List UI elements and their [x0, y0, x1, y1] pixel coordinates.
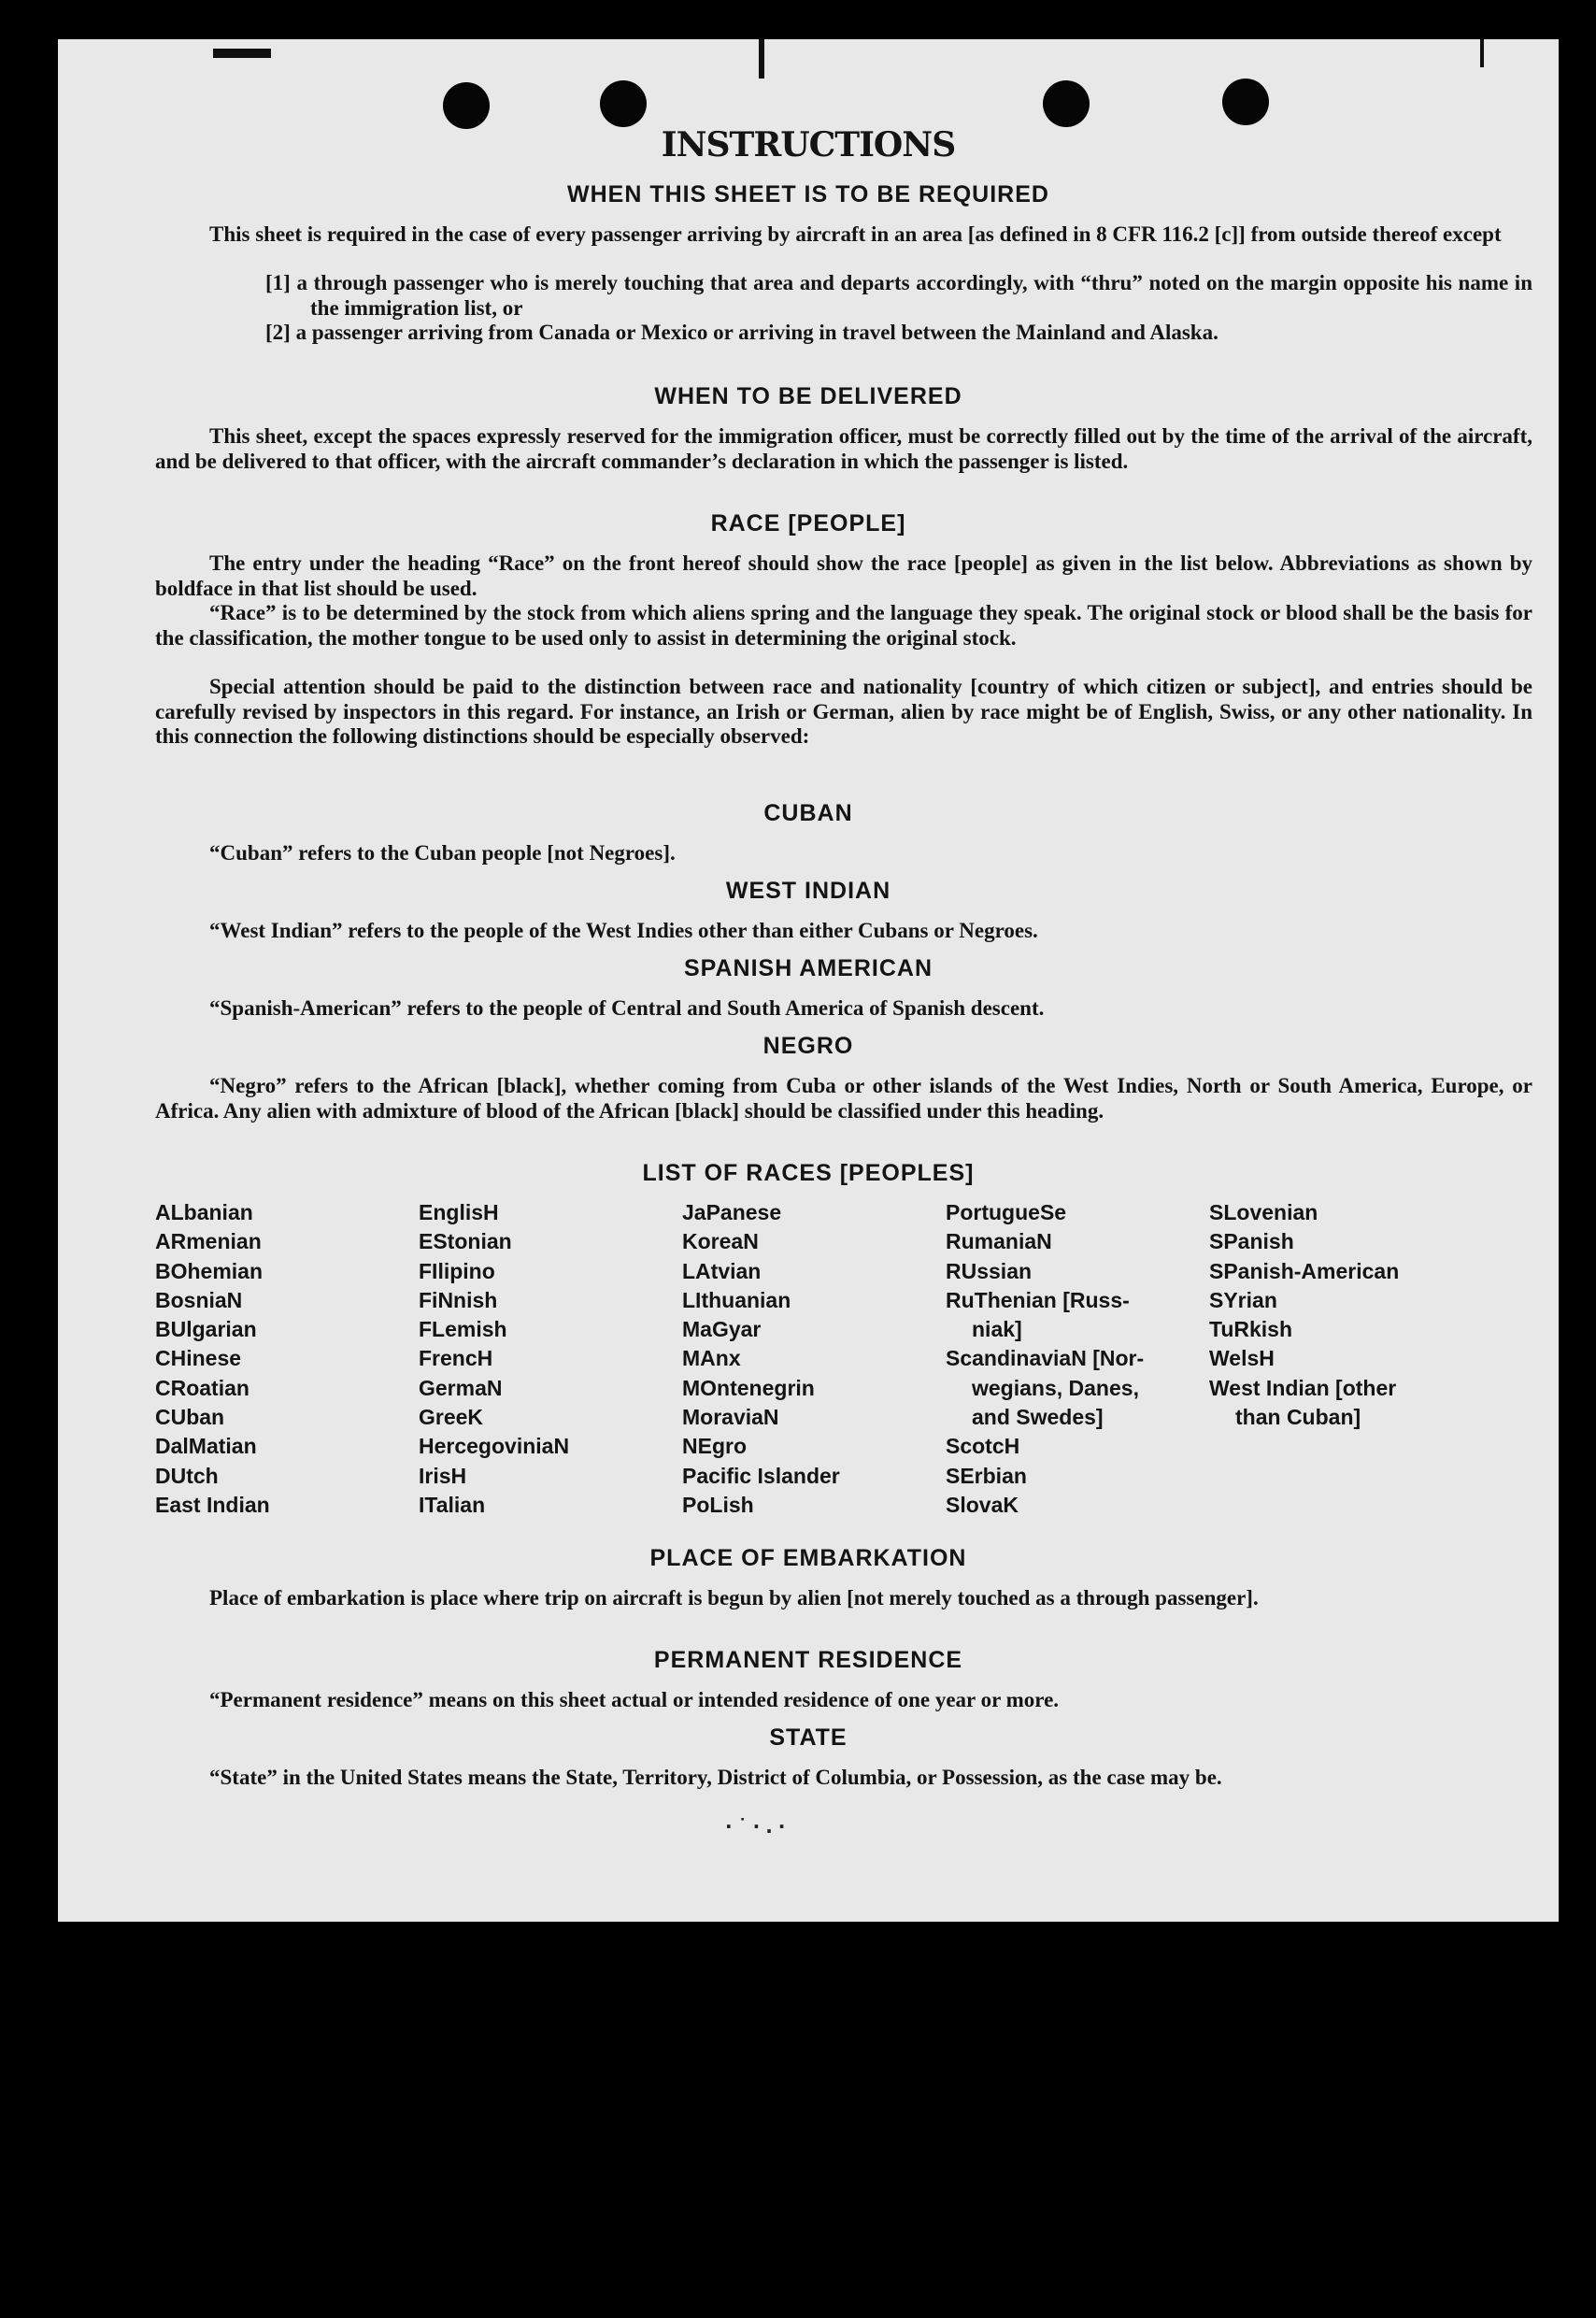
scan-mark	[759, 39, 764, 79]
race-item: SErbian	[946, 1463, 1027, 1488]
page-title: INSTRUCTIONS	[661, 125, 956, 165]
section-heading: CUBAN	[763, 800, 853, 826]
paragraph: “State” in the United States means the State, Territory, District of Columbia, or Possession, as the case may be.	[209, 1766, 1222, 1789]
race-item: LIthuanian	[682, 1287, 791, 1312]
punch-hole	[600, 80, 647, 127]
paragraph: The entry under the heading “Race” on the front hereof should show the race [people] as given in the list below. Abbreviations as shown by boldface in that list should be used.	[155, 551, 1532, 600]
paragraph: Place of embarkation is place where trip on aircraft is begun by alien [not merely touched as a through passenger].	[209, 1586, 1259, 1610]
paragraph: “Cuban” refers to the Cuban people [not Negroes].	[209, 841, 676, 865]
race-item: SYrian	[1209, 1287, 1277, 1312]
race-item: MAnx	[682, 1346, 741, 1371]
race-item: FLemish	[419, 1317, 507, 1342]
race-item: PortugueSe	[946, 1200, 1067, 1224]
stray-marks: ·˙·.·	[725, 1815, 791, 1838]
race-item: BOhemian	[155, 1258, 264, 1283]
race-item: FrencH	[419, 1346, 493, 1371]
section-heading: NEGRO	[762, 1033, 854, 1059]
race-item: ScandinaviaN [Nor-	[946, 1346, 1145, 1371]
race-item: RUssian	[946, 1258, 1033, 1283]
race-item: CRoatian	[155, 1375, 249, 1400]
paragraph: This sheet is required in the case of every passenger arriving by aircraft in an area [as defined in 8 CFR 116.2 [c]] from outside thereof except	[209, 222, 1502, 246]
section-heading: SPANISH AMERICAN	[683, 955, 933, 981]
list-item: [2] a passenger arriving from Canada or Mexico or arriving in travel between the Mainland and Alaska.	[265, 321, 1218, 344]
race-item: ALbanian	[155, 1200, 253, 1224]
race-item-continued: and Swedes]	[972, 1405, 1104, 1430]
race-item: SLovenian	[1209, 1200, 1318, 1224]
paragraph: “Race” is to be determined by the stock from which aliens spring and the language they speak. The original stock or blood shall be the basis for the classification, the mother tongue to be used only to assist in determining the original stock.	[155, 601, 1532, 650]
punch-hole	[1222, 79, 1269, 125]
races-column-2	[419, 1198, 569, 1520]
race-item: ScotcH	[946, 1434, 1020, 1459]
section-heading: WEST INDIAN	[725, 878, 891, 904]
paragraph: “Spanish-American” refers to the people of Central and South America of Spanish descent.	[209, 996, 1045, 1020]
race-item: West Indian [other	[1209, 1375, 1397, 1400]
race-item: IrisH	[419, 1463, 467, 1488]
race-item: SPanish	[1209, 1229, 1294, 1254]
race-item: LAtvian	[682, 1258, 762, 1283]
race-item: ARmenian	[155, 1229, 262, 1254]
section-heading: STATE	[769, 1724, 848, 1751]
race-item: NEgro	[682, 1434, 747, 1459]
race-item-continued: niak]	[972, 1317, 1022, 1342]
paragraph: “Permanent residence” means on this sheet actual or intended residence of one year or more.	[209, 1688, 1060, 1711]
race-item: CHinese	[155, 1346, 242, 1371]
races-column-5	[1209, 1198, 1399, 1432]
race-item: RumaniaN	[946, 1229, 1052, 1254]
section-heading: PLACE OF EMBARKATION	[649, 1545, 967, 1571]
race-item: HercegoviniaN	[419, 1434, 570, 1459]
race-item: MOntenegrin	[682, 1375, 815, 1400]
race-item: EStonian	[419, 1229, 512, 1254]
race-item: MaGyar	[682, 1317, 762, 1342]
punch-hole	[1043, 80, 1090, 127]
races-column-1	[155, 1198, 270, 1520]
race-item: MoraviaN	[682, 1405, 779, 1430]
section-heading: WHEN THIS SHEET IS TO BE REQUIRED	[567, 181, 1049, 207]
paragraph: “Negro” refers to the African [black], whether coming from Cuba or other islands of the West Indies, North or South America, Europe, or Africa. Any alien with admixture of blood of the African [black] should be classified under this heading.	[155, 1074, 1532, 1123]
race-item-continued: than Cuban]	[1235, 1405, 1361, 1430]
paragraph: Special attention should be paid to the distinction between race and nationality [country of which citizen or subject], and entries should be carefully revised by inspectors in this regard. For instance, an Irish or German, alien by race might be of English, Swiss, or any other nationality. In this connection the following distinctions should be especially observed:	[155, 675, 1532, 748]
section-heading: WHEN TO BE DELIVERED	[654, 383, 962, 409]
races-column-3	[682, 1198, 840, 1520]
race-item: DalMatian	[155, 1434, 257, 1459]
race-item: PoLish	[682, 1492, 754, 1517]
scan-mark	[1480, 39, 1484, 67]
paragraph: “West Indian” refers to the people of the West Indies other than either Cubans or Negroes.	[209, 919, 1038, 942]
section-heading: RACE [PEOPLE]	[710, 510, 906, 537]
race-item: GermaN	[419, 1375, 503, 1400]
races-column-4	[946, 1198, 1144, 1520]
document-sheet	[58, 39, 1559, 1922]
race-item: RuThenian [Russ-	[946, 1287, 1130, 1312]
race-item: ITalian	[419, 1492, 486, 1517]
race-item: SlovaK	[946, 1492, 1019, 1517]
scan-mark	[213, 49, 271, 58]
race-item: WelsH	[1209, 1346, 1275, 1371]
race-item: BUlgarian	[155, 1317, 257, 1342]
section-heading: LIST OF RACES [PEOPLES]	[642, 1160, 975, 1186]
section-heading: PERMANENT RESIDENCE	[653, 1647, 963, 1673]
race-item: JaPanese	[682, 1200, 782, 1224]
race-item: FIlipino	[419, 1258, 495, 1283]
race-item-continued: wegians, Danes,	[972, 1375, 1139, 1400]
race-item: DUtch	[155, 1463, 219, 1488]
race-item: TuRkish	[1209, 1317, 1293, 1342]
race-item: Pacific Islander	[682, 1463, 840, 1488]
race-item: FiNnish	[419, 1287, 498, 1312]
punch-hole	[443, 82, 490, 129]
race-item: BosniaN	[155, 1287, 243, 1312]
race-item: KoreaN	[682, 1229, 759, 1254]
paragraph: This sheet, except the spaces expressly reserved for the immigration officer, must be correctly filled out by the time of the arrival of the aircraft, and be delivered to that officer, with the aircraft commander’s declaration in which the passenger is listed.	[155, 424, 1532, 473]
list-item: [1] a through passenger who is merely touching that area and departs accordingly, with “thru” noted on the margin opposite his name in the immigration list, or	[265, 271, 1532, 320]
race-item: EnglisH	[419, 1200, 499, 1224]
race-item: CUban	[155, 1405, 225, 1430]
race-item: East Indian	[155, 1492, 270, 1517]
race-item: GreeK	[419, 1405, 484, 1430]
race-item: SPanish-American	[1209, 1258, 1400, 1283]
